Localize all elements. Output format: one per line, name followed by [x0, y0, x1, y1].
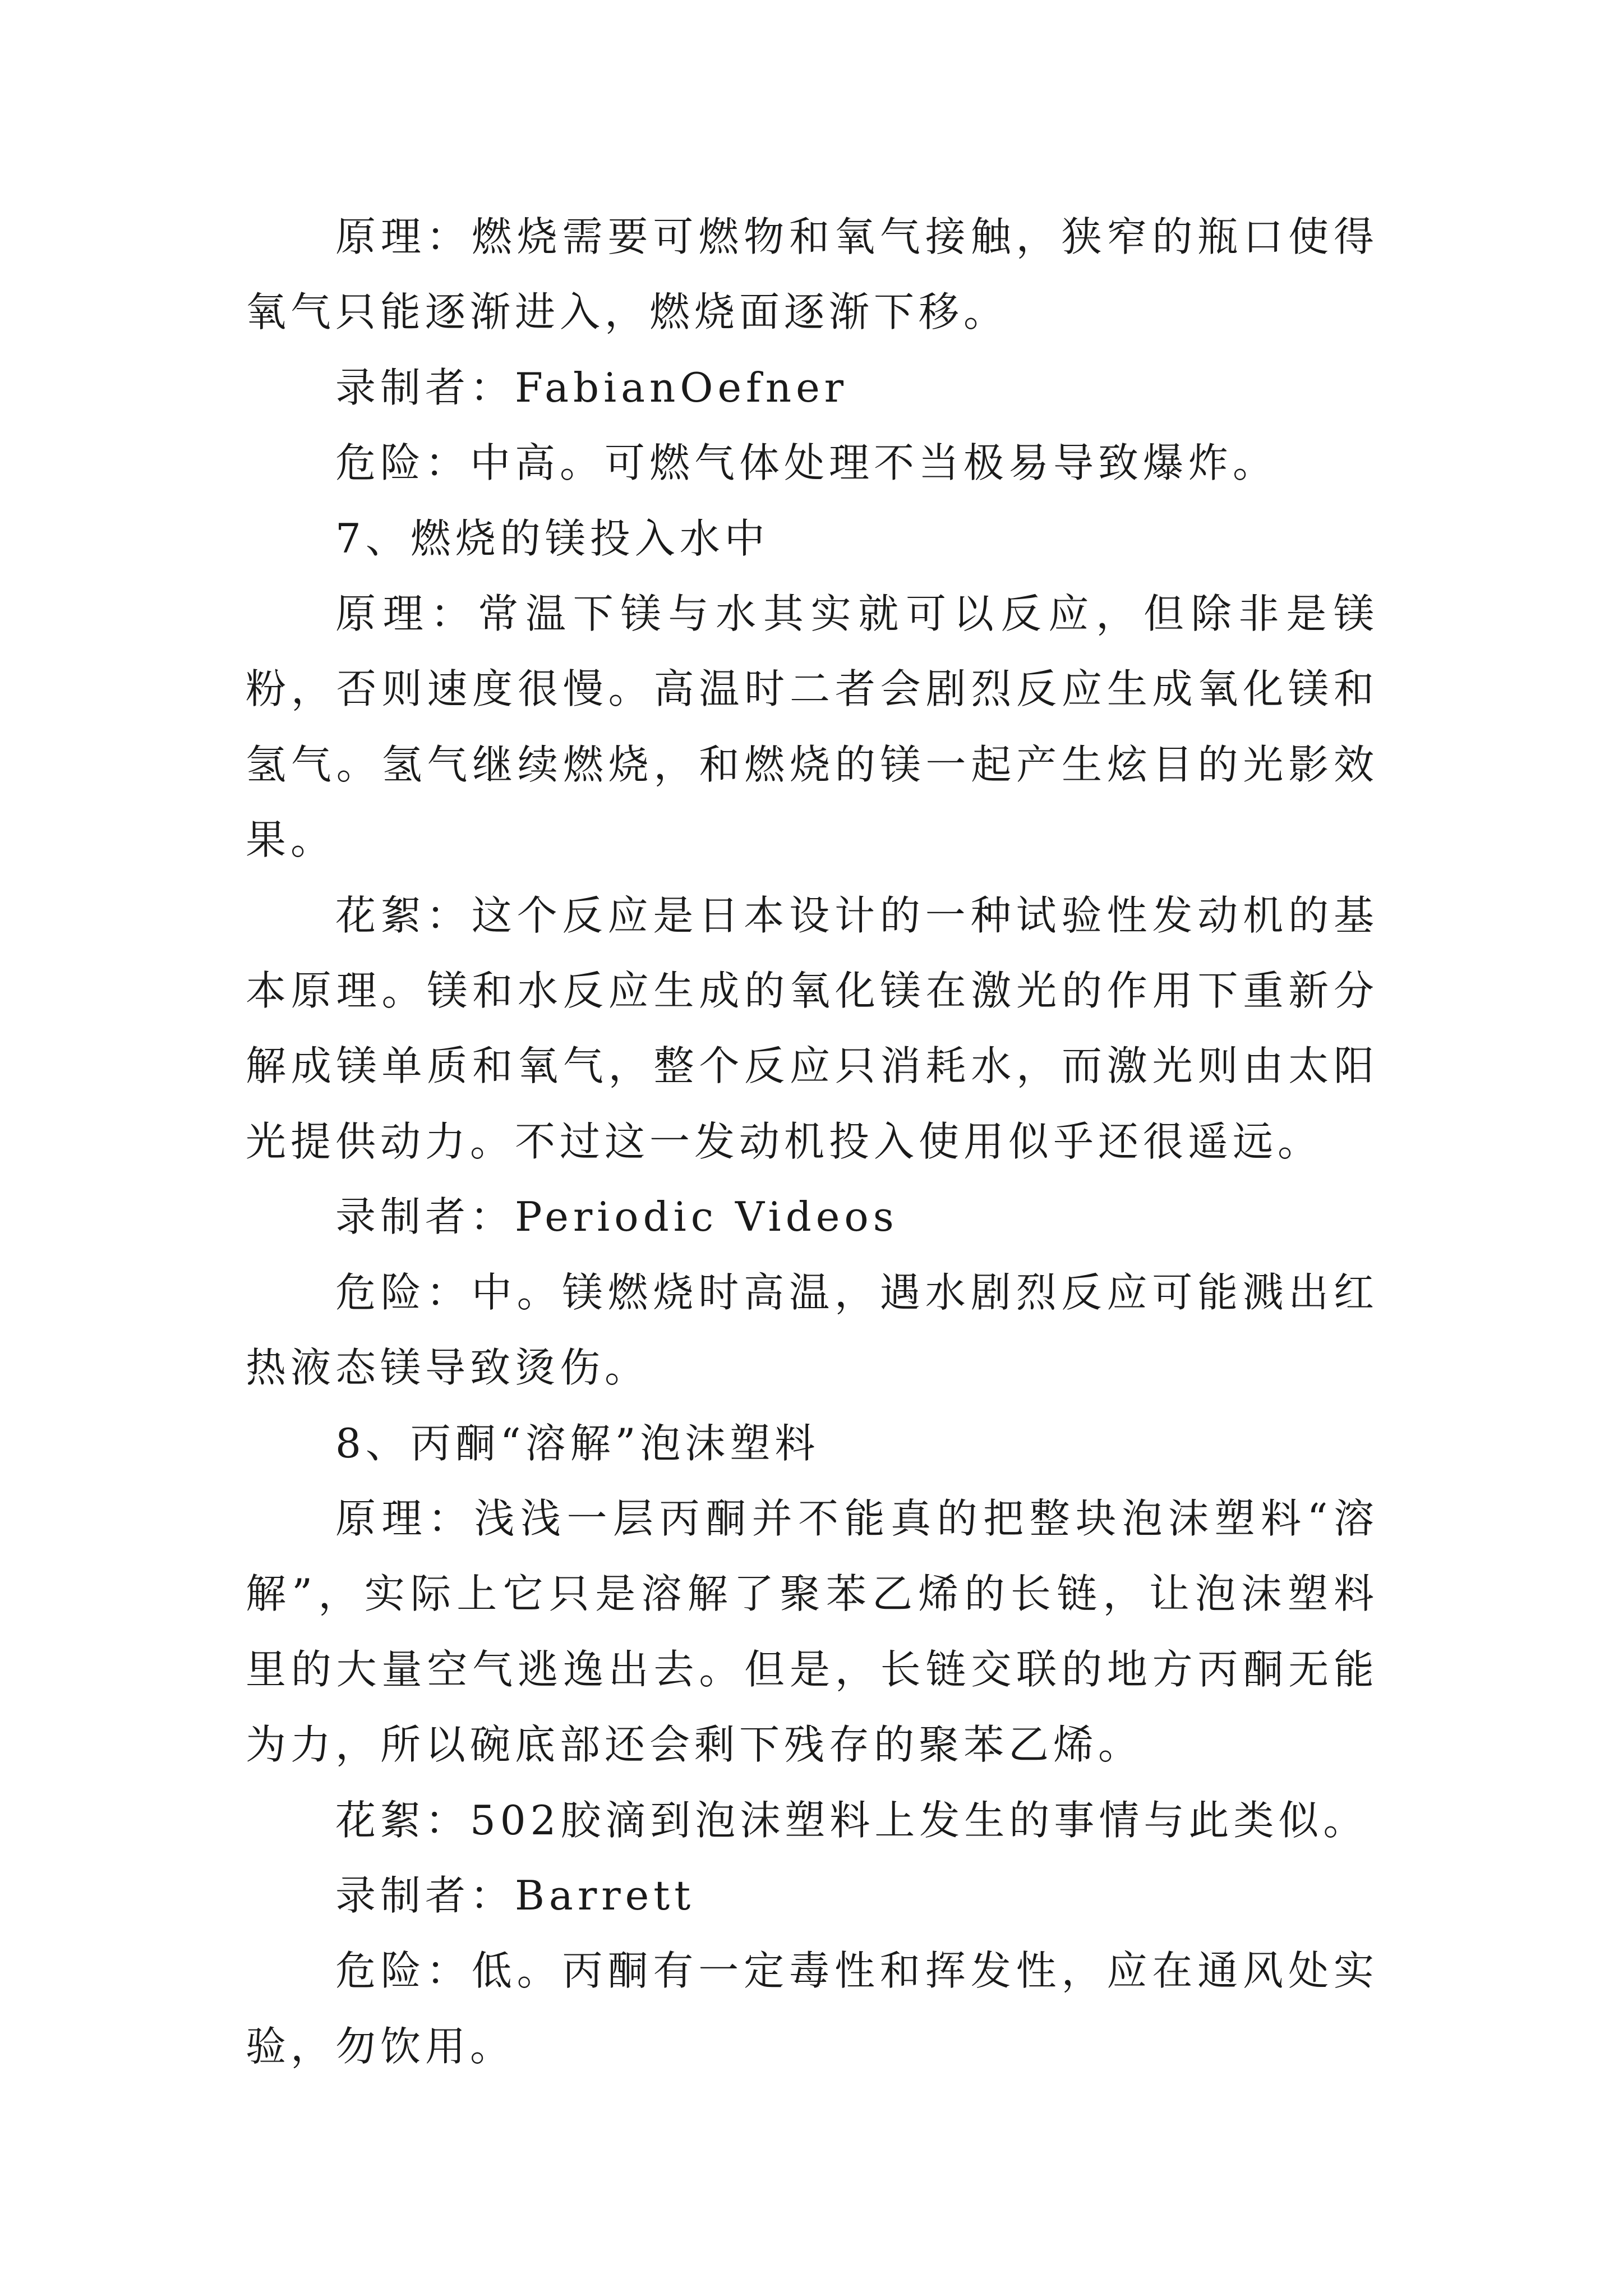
paragraph-danger-low: 危险：低。丙酮有一定毒性和挥发性，应在通风处实验，勿饮用。 — [246, 1947, 1378, 2070]
paragraph-recorder-barrett: 录制者：Barrett — [335, 1871, 695, 1919]
paragraph-recorder-periodic-videos: 录制者：Periodic Videos — [335, 1193, 898, 1241]
paragraph-trivia-acetone: 花絮：502胶滴到泡沫塑料上发生的事情与此类似。 — [335, 1796, 1368, 1844]
section-heading-8: 8、丙酮“溶解”泡沫塑料 — [335, 1419, 820, 1467]
paragraph-danger-medium-high: 危险：中高。可燃气体处理不当极易导致爆炸。 — [335, 439, 1278, 487]
paragraph-danger-medium: 危险：中。镁燃烧时高温，遇水剧烈反应可能溅出红热液态镁导致烫伤。 — [246, 1268, 1378, 1392]
paragraph-principle-magnesium: 原理：常温下镁与水其实就可以反应，但除非是镁粉，否则速度很慢。高温时二者会剧烈反应生成氧化镁和氢气。氢气继续燃烧，和燃烧的镁一起产生炫目的光影效果。 — [246, 590, 1378, 864]
paragraph-recorder-fabian: 录制者：FabianOefner — [335, 364, 849, 411]
paragraph-principle-combustion: 原理：燃烧需要可燃物和氧气接触，狭窄的瓶口使得氧气只能逐渐进入，燃烧面逐渐下移。 — [246, 213, 1378, 336]
paragraph-trivia-magnesium: 花絮：这个反应是日本设计的一种试验性发动机的基本原理。镁和水反应生成的氧化镁在激光的作用下重新分解成镁单质和氧气，整个反应只消耗水，而激光则由太阳光提供动力。不过这一发动机投入使用似乎还很遥远。 — [246, 891, 1378, 1165]
document-body — [246, 199, 1378, 2084]
paragraph-principle-acetone: 原理：浅浅一层丙酮并不能真的把整块泡沫塑料“溶解”，实际上它只是溶解了聚苯乙烯的长链，让泡沫塑料里的大量空气逃逸出去。但是，长链交联的地方丙酮无能为力，所以碗底部还会剩下残存的聚苯乙烯。 — [246, 1494, 1378, 1769]
section-heading-7: 7、燃烧的镁投入水中 — [335, 514, 769, 562]
